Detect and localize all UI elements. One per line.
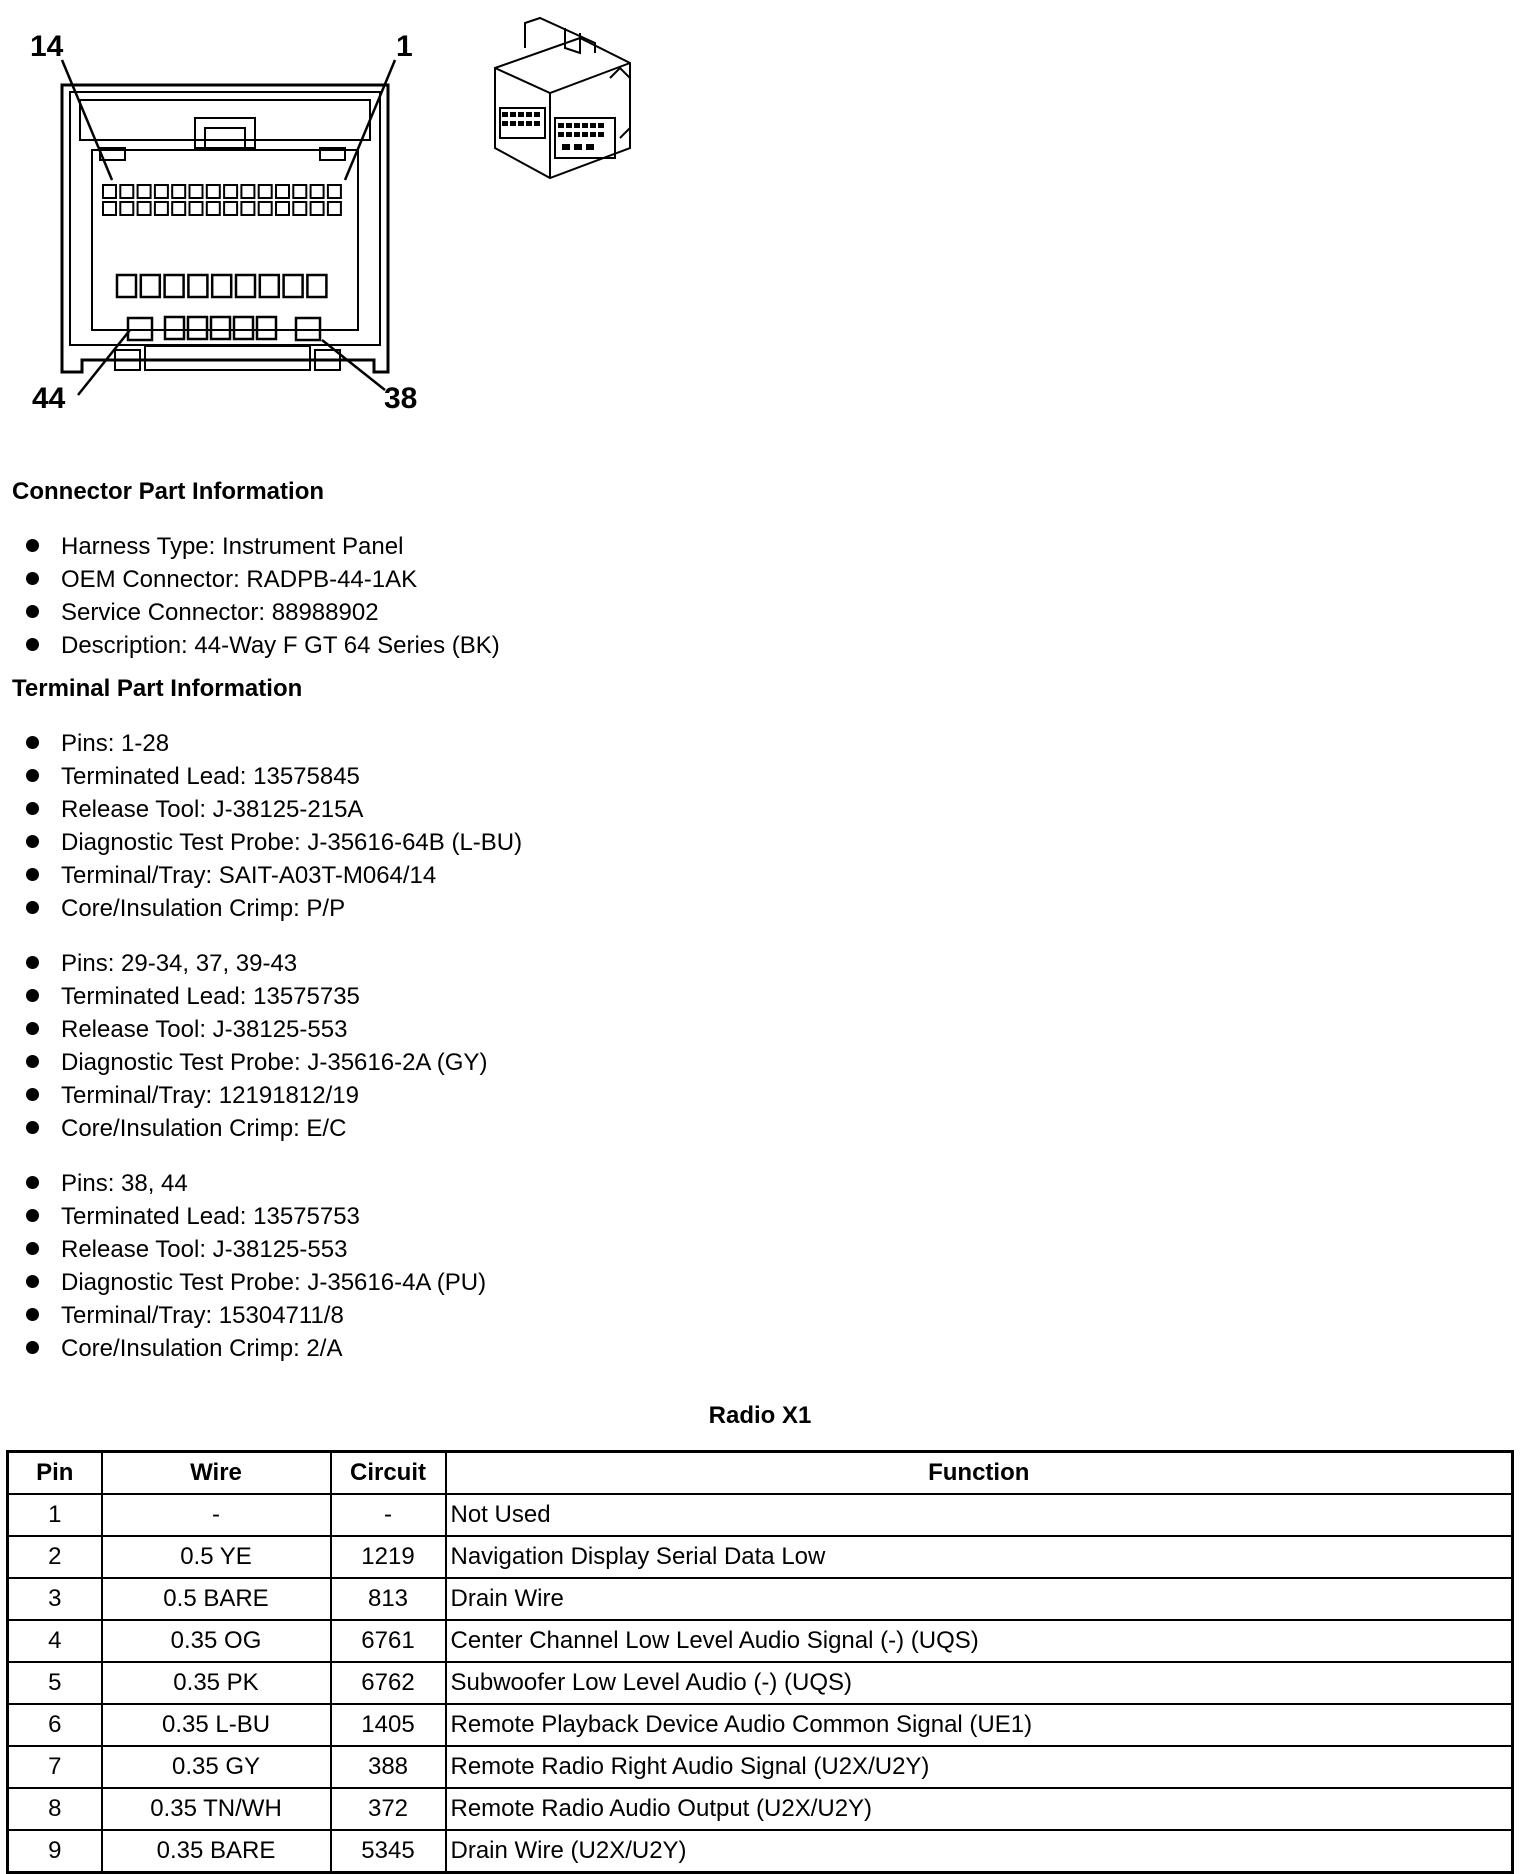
table-row: 9 0.35 BARE 5345 Drain Wire (U2X/U2Y)	[8, 1830, 1513, 1873]
connector-info-title: Connector Part Information	[12, 478, 325, 505]
pin-cavity	[188, 317, 207, 339]
bullet-icon	[26, 835, 39, 848]
list-item: Terminal/Tray: 15304711/8	[26, 1299, 486, 1332]
pin-cavity	[207, 202, 220, 215]
pin-cavity	[172, 202, 185, 215]
bullet-icon	[26, 1176, 39, 1189]
list-item: OEM Connector: RADPB-44-1AK	[26, 563, 500, 596]
bullet-icon	[26, 802, 39, 815]
pin-label-38: 38	[384, 382, 418, 415]
pin-cavity	[259, 202, 272, 215]
terminal-group-2	[26, 947, 487, 1145]
bullet-icon	[26, 1308, 39, 1321]
bullet-icon	[26, 1209, 39, 1222]
pin-label-1: 1	[396, 30, 413, 63]
bullet-icon	[26, 769, 39, 782]
list-item: Pins: 29-34, 37, 39-43	[26, 947, 487, 980]
pin-cavity	[120, 185, 133, 198]
pin-cavity	[307, 275, 326, 297]
list-item: Service Connector: 88988902	[26, 596, 500, 629]
table-row: 2 0.5 YE 1219 Navigation Display Serial Data Low	[8, 1536, 1513, 1578]
pin-cavity	[188, 275, 207, 297]
pin-cavity	[138, 202, 151, 215]
list-item: Diagnostic Test Probe: J-35616-4A (PU)	[26, 1266, 486, 1299]
pin-cavity	[141, 275, 160, 297]
pin-cavity	[224, 185, 237, 198]
pin-cavity	[234, 317, 253, 339]
bullet-icon	[26, 638, 39, 651]
pin-cavity	[155, 202, 168, 215]
header-function: Function	[446, 1452, 1513, 1495]
pin-cavity	[259, 185, 272, 198]
pin-cavity	[155, 185, 168, 198]
list-item: Description: 44-Way F GT 64 Series (BK)	[26, 629, 500, 662]
list-item: Terminated Lead: 13575735	[26, 980, 487, 1013]
pin-cavity	[328, 185, 341, 198]
pin-cavity	[165, 317, 184, 339]
pin-cavity	[311, 185, 324, 198]
bullet-icon	[26, 1088, 39, 1101]
bullet-icon	[26, 1121, 39, 1134]
bullet-icon	[26, 736, 39, 749]
pin-cavity	[138, 185, 151, 198]
connector-info-list	[26, 530, 500, 662]
table-title: Radio X1	[708, 1402, 812, 1429]
list-item: Terminal/Tray: SAIT-A03T-M064/14	[26, 859, 522, 892]
table-row: 7 0.35 GY 388 Remote Radio Right Audio Signal (U2X/U2Y)	[8, 1746, 1513, 1788]
list-item: Terminal/Tray: 12191812/19	[26, 1079, 487, 1112]
bullet-icon	[26, 605, 39, 618]
pin-cavity	[293, 202, 306, 215]
list-item: Release Tool: J-38125-553	[26, 1233, 486, 1266]
table-row: 1 - - Not Used	[8, 1494, 1513, 1536]
bullet-icon	[26, 539, 39, 552]
pin-cavity	[103, 185, 116, 198]
list-item: Core/Insulation Crimp: P/P	[26, 892, 522, 925]
list-item: Diagnostic Test Probe: J-35616-64B (L-BU)	[26, 826, 522, 859]
connector-face-diagram	[0, 0, 460, 440]
list-item: Core/Insulation Crimp: 2/A	[26, 1332, 486, 1365]
pin-cavity	[207, 185, 220, 198]
pin-cavity	[120, 202, 133, 215]
pin-cavity	[293, 185, 306, 198]
bullet-icon	[26, 1242, 39, 1255]
table-row: 5 0.35 PK 6762 Subwoofer Low Level Audio (-) (UQS)	[8, 1662, 1513, 1704]
connector-outline-icon	[0, 0, 460, 440]
header-wire: Wire	[102, 1452, 331, 1495]
table-row: 6 0.35 L-BU 1405 Remote Playback Device Audio Common Signal (UE1)	[8, 1704, 1513, 1746]
pin-cavity	[236, 275, 255, 297]
table-header-row	[8, 1452, 1513, 1495]
pin-cavity	[311, 202, 324, 215]
pin-label-14: 14	[30, 30, 64, 63]
pinout-table	[6, 1450, 1514, 1874]
bullet-icon	[26, 1275, 39, 1288]
pin-cavity	[117, 275, 136, 297]
list-item: Terminated Lead: 13575753	[26, 1200, 486, 1233]
pin-cavity	[260, 275, 279, 297]
bullet-icon	[26, 572, 39, 585]
pin-cavity	[328, 202, 341, 215]
pin-cavity	[165, 275, 184, 297]
list-item: Diagnostic Test Probe: J-35616-2A (GY)	[26, 1046, 487, 1079]
pin-cavity	[257, 317, 276, 339]
list-item: Harness Type: Instrument Panel	[26, 530, 500, 563]
bullet-icon	[26, 1341, 39, 1354]
bullet-icon	[26, 956, 39, 969]
bullet-icon	[26, 868, 39, 881]
bullet-icon	[26, 901, 39, 914]
connector-photo	[470, 8, 650, 188]
list-item: Release Tool: J-38125-215A	[26, 793, 522, 826]
bullet-icon	[26, 1022, 39, 1035]
list-item: Terminated Lead: 13575845	[26, 760, 522, 793]
connector-photo-icon	[470, 8, 650, 188]
list-item: Pins: 1-28	[26, 727, 522, 760]
pin-cavity	[284, 275, 303, 297]
header-circuit: Circuit	[331, 1452, 446, 1495]
pin-cavity	[241, 202, 254, 215]
pin-cavity	[103, 202, 116, 215]
pin-cavity	[172, 185, 185, 198]
pin-cavity	[276, 202, 289, 215]
header-pin: Pin	[8, 1452, 102, 1495]
pin-cavity	[241, 185, 254, 198]
terminal-group-1	[26, 727, 522, 925]
table-row: 3 0.5 BARE 813 Drain Wire	[8, 1578, 1513, 1620]
table-row: 8 0.35 TN/WH 372 Remote Radio Audio Output (U2X/U2Y)	[8, 1788, 1513, 1830]
pin-cavity	[211, 317, 230, 339]
table-row: 4 0.35 OG 6761 Center Channel Low Level Audio Signal (-) (UQS)	[8, 1620, 1513, 1662]
list-item: Release Tool: J-38125-553	[26, 1013, 487, 1046]
terminal-group-3	[26, 1167, 486, 1365]
list-item: Core/Insulation Crimp: E/C	[26, 1112, 487, 1145]
pin-cavity	[212, 275, 231, 297]
pin-cavity	[224, 202, 237, 215]
pin-cavity	[190, 202, 203, 215]
bullet-icon	[26, 1055, 39, 1068]
pin-label-44: 44	[32, 382, 66, 415]
terminal-info-title: Terminal Part Information	[12, 675, 303, 702]
pin-cavity	[276, 185, 289, 198]
list-item: Pins: 38, 44	[26, 1167, 486, 1200]
bullet-icon	[26, 989, 39, 1002]
pin-cavity	[190, 185, 203, 198]
